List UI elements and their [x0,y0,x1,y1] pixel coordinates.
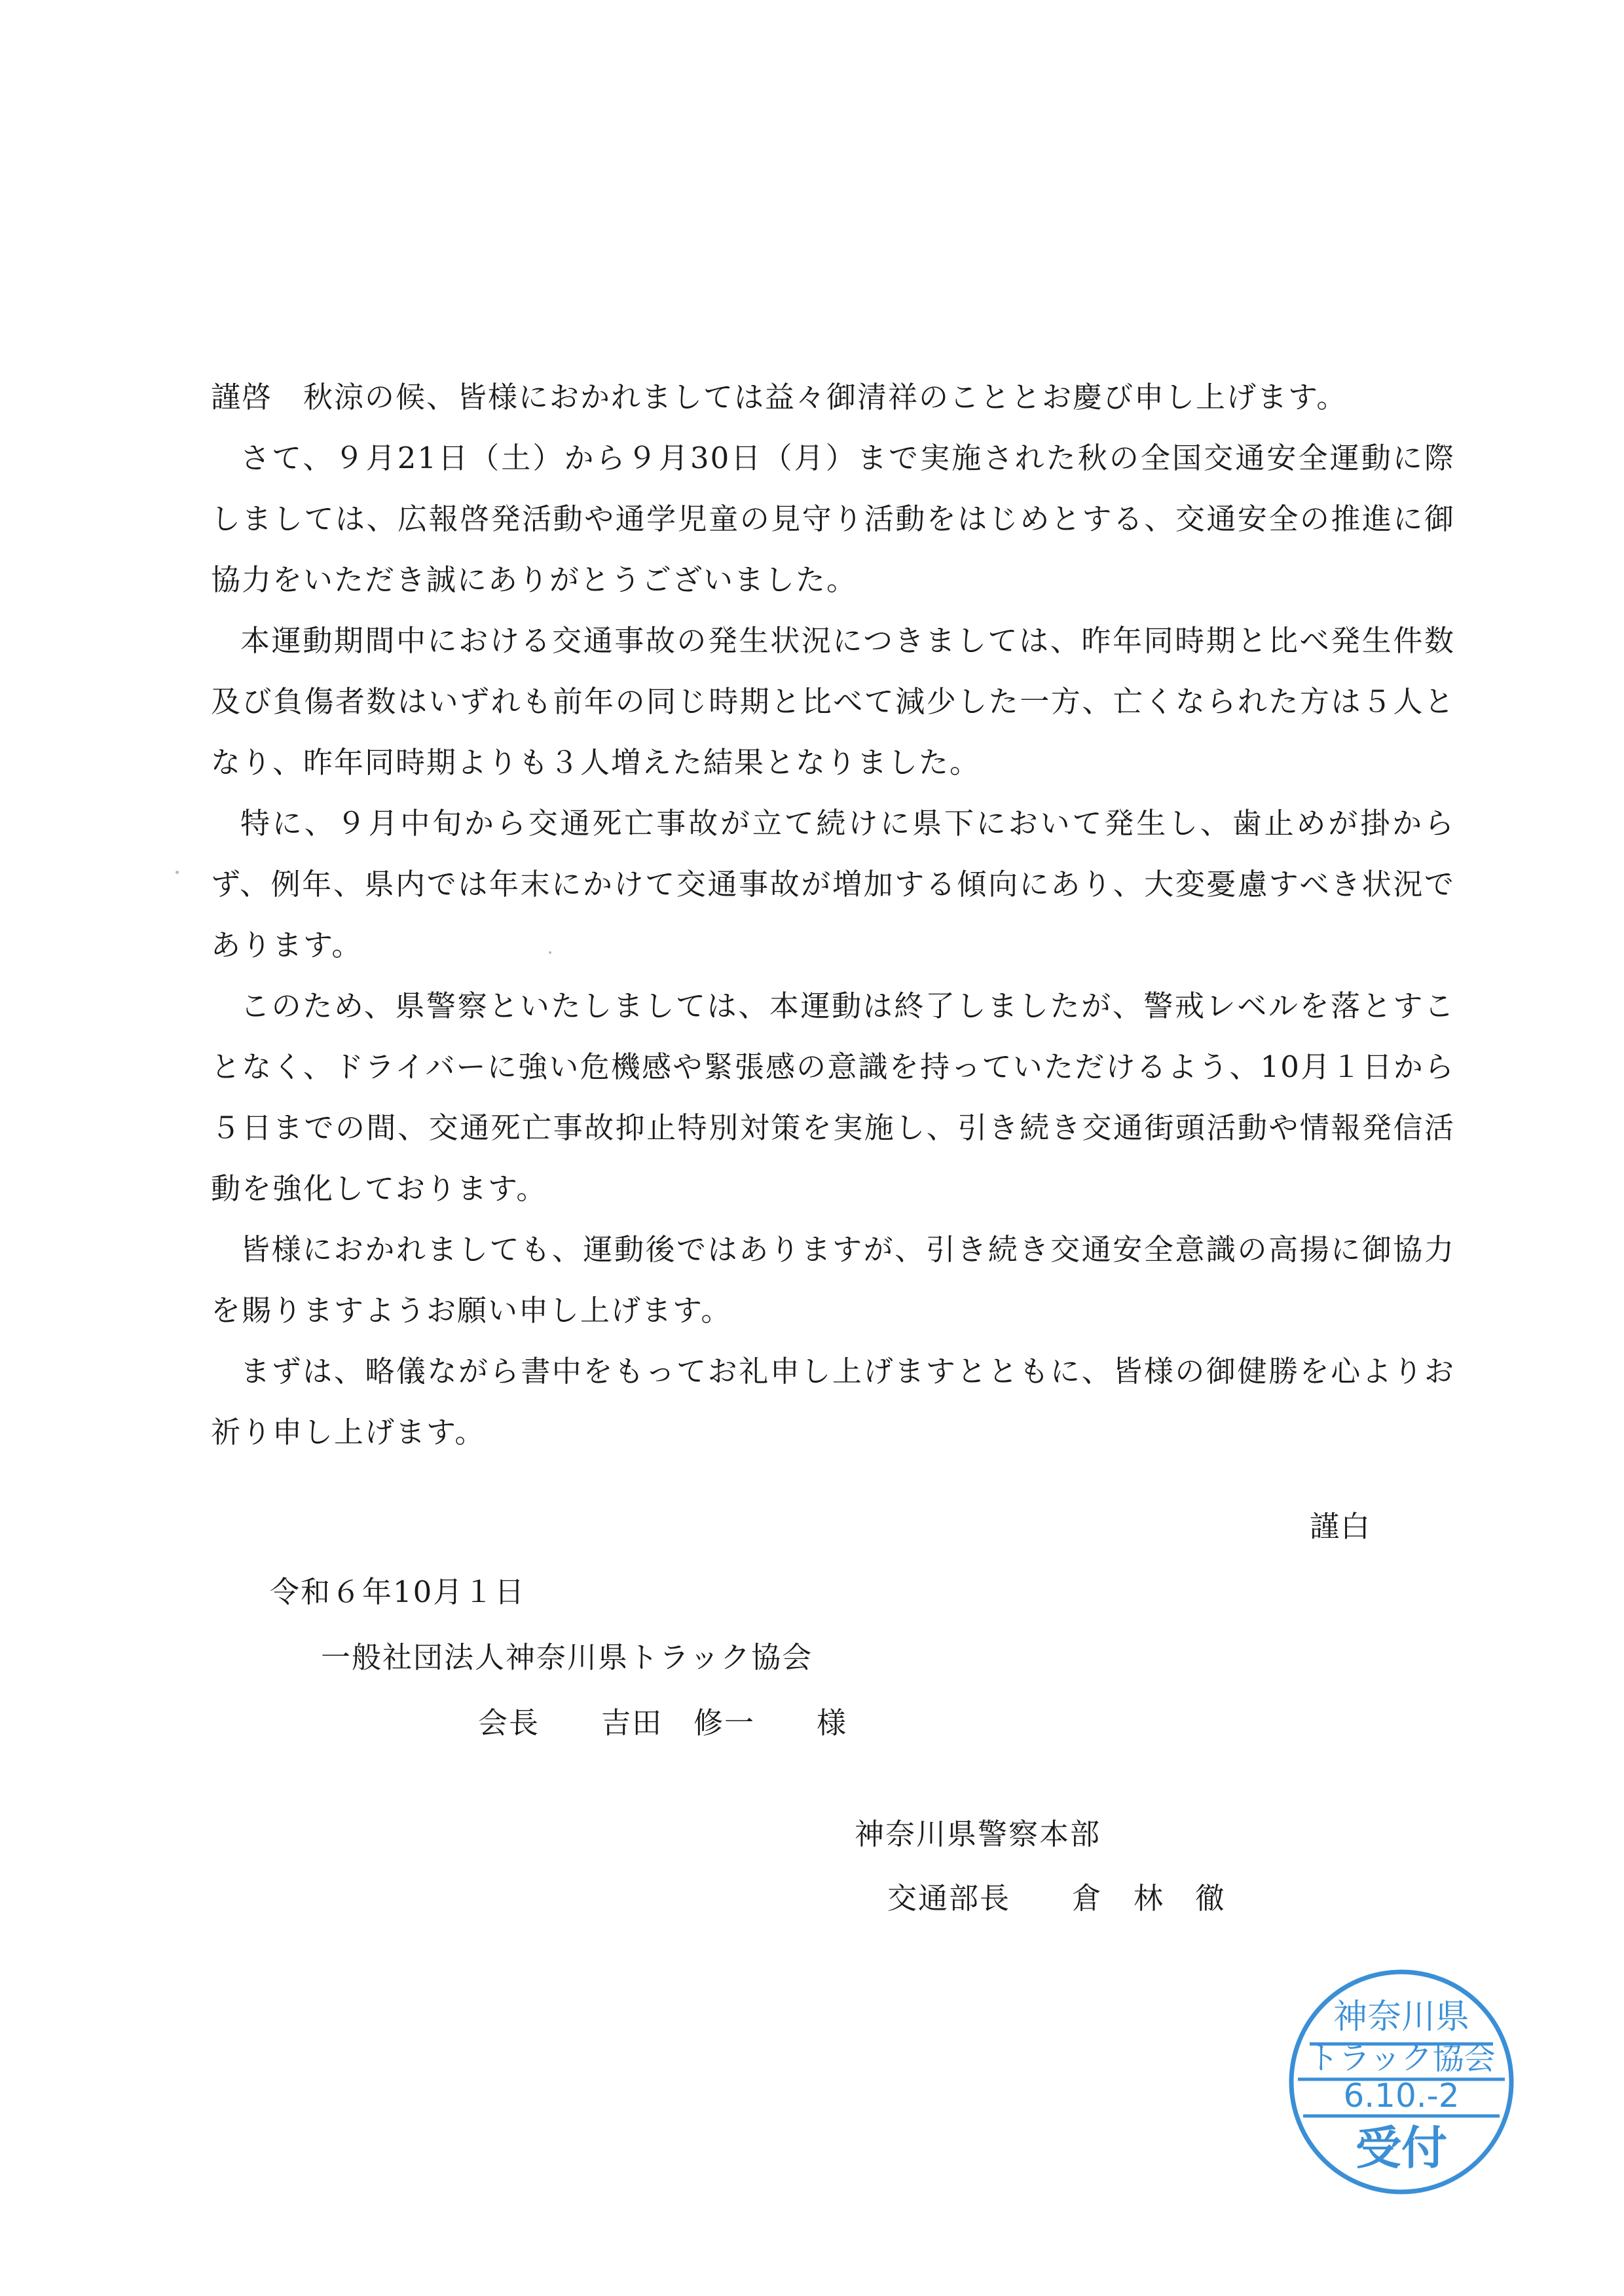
scan-speck [175,871,179,874]
recipient-organization: 一般社団法人神奈川県トラック協会 [321,1640,813,1675]
receipt-stamp-graphic [1283,1964,1519,2200]
sender-organization: 神奈川県警察本部 [855,1817,1101,1851]
body-paragraph: 特に、９月中旬から交通死亡事故が立て続けに県下において発生し、歯止めが掛からず、例年、県内では年末にかけて交通事故が増加する傾向にあり、大変憂慮すべき状況であります。 [211,806,1455,962]
stamp-line1: 神奈川県 [1333,1997,1470,2037]
opening-paragraph: 謹啓 秋涼の候、皆様におかれましては益々御清祥のこととお慶び申し上げます。 [211,380,1348,414]
letter-body [211,367,1455,1463]
sender-name: 交通部長 倉 林 徹 [887,1881,1227,1916]
body-paragraph: さて、９月21日（土）から９月30日（月）まで実施された秋の全国交通安全運動に際しましては、広報啓発活動や通学児童の見守り活動をはじめとする、交通安全の推進に御協力をいただき誠にありがとうございました。 [211,441,1455,597]
receipt-stamp [1283,1964,1519,2200]
recipient-name: 会長 吉田 修一 様 [478,1705,848,1740]
body-paragraph: このため、県警察といたしましては、本運動は終了しましたが、警戒レベルを落とすことなく、ドライバーに強い危機感や緊張感の意識を持っていただけるよう、10月１日から５日までの間、交通死亡事故抑止特別対策を実施し、引き続き交通街頭活動や情報発信活動を強化しております。 [211,989,1455,1206]
body-paragraph: まずは、略儀ながら書中をもってお礼申し上げますとともに、皆様の御健勝を心よりお祈り申し上げます。 [211,1354,1455,1449]
stamp-date: 6.10.-2 [1343,2077,1460,2115]
body-paragraph: 本運動期間中における交通事故の発生状況につきましては、昨年同時期と比べ発生件数及び負傷者数はいずれも前年の同じ時期と比べて減少した一方、亡くなられた方は５人となり、昨年同時期よりも３人増えた結果となりました。 [211,623,1455,780]
stamp-line2: トラック協会 [1307,2040,1496,2077]
scan-speck [549,951,551,954]
stamp-label: 受付 [1356,2121,1447,2175]
body-paragraph: 皆様におかれましても、運動後ではありますが、引き続き交通安全意識の高揚に御協力を賜りますようお願い申し上げます。 [211,1232,1455,1328]
closing-word: 謹白 [1310,1509,1372,1544]
letter-date: 令和６年10月１日 [270,1575,526,1609]
